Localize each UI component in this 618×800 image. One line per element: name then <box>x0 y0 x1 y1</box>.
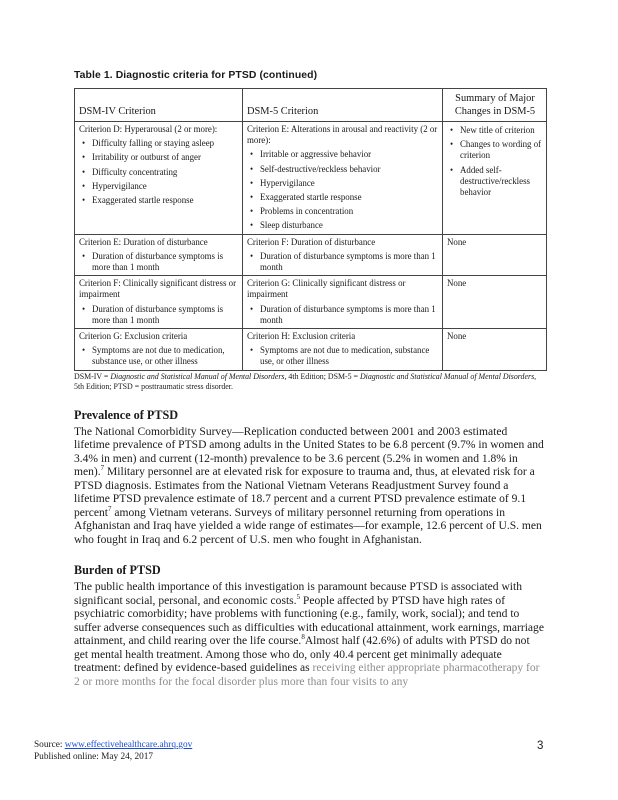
paragraph-text: Almost half (42.6%) of adults with PTSD do not get mental health treatment. Among those who do, only 40.4 percent get minimally adequate treatment: defined by evidence-based guidelines as <box>74 635 530 675</box>
symptom-list <box>79 345 239 367</box>
list-item: • Sleep disturbance <box>247 220 439 231</box>
paragraph-text: The public health importance of this investigation is paramount because PTSD is associated with significant social, personal, and economic costs. <box>74 581 522 607</box>
cell-dsm-iv <box>75 329 243 371</box>
cell-dsm-5 <box>243 329 443 371</box>
table-title: Table 1. Diagnostic criteria for PTSD (continued) <box>74 70 318 81</box>
table-row <box>75 234 547 276</box>
criterion-title: Criterion F: Clinically significant distress or impairment <box>79 278 237 300</box>
criteria-table <box>74 88 547 371</box>
list-item: • Duration of disturbance symptoms is more than 1 month <box>247 251 439 273</box>
paragraph-text: Military personnel are at elevated risk for exposure to trauma and, thus, at elevated risk for a PTSD diagnosis. Estimates from the National Vietnam Veterans Readjustment Survey found a lifetime PTSD prevalence estimate of 18.7 percent and a current PTSD prevalence estimate of 9.1 percent <box>74 466 535 519</box>
paragraph-text: People affected by PTSD have high rates of psychiatric comorbidity; have problems with functioning (e.g., family, work, social); and tend to suffer adverse consequences such as difficulties with educational attainment, work earnings, marriage attainment, and child rearing over the life course. <box>74 594 544 648</box>
footnote-text: , 5th Edition; PTSD = posttraumatic stress disorder. <box>74 371 537 391</box>
criterion-title: Criterion G: Clinically significant distress or impairment <box>247 278 406 300</box>
table-header-row <box>75 89 547 122</box>
criterion-title: Criterion D: Hyperarousal (2 or more): <box>79 124 218 134</box>
prevalence-paragraph <box>74 426 546 548</box>
criterion-title: Criterion G: Exclusion criteria <box>79 331 188 342</box>
cell-dsm-iv <box>75 122 243 235</box>
table-footnote <box>74 372 546 392</box>
change-list <box>447 125 543 198</box>
faded-paragraph-text: receiving either appropriate pharmacotherapy for 2 or more months for the focal disorder plus more than four visits to any <box>74 662 540 688</box>
list-item: • Hypervigilance <box>79 181 239 192</box>
prevalence-heading: Prevalence of PTSD <box>74 407 179 422</box>
citation-superscript: 7 <box>100 464 105 473</box>
cell-dsm-5 <box>243 276 443 329</box>
citation-superscript: 5 <box>296 592 301 601</box>
footnote-italic-title: Diagnostic and Statistical Manual of Mental Disorders <box>110 371 285 381</box>
list-item: • Hypervigilance <box>247 178 439 189</box>
symptom-list <box>79 304 239 326</box>
summary-text: None <box>447 331 467 342</box>
source-label: Source: <box>34 740 65 750</box>
cell-dsm-iv <box>75 276 243 329</box>
citation-superscript: 8 <box>301 633 305 642</box>
symptom-list <box>247 304 439 326</box>
header-summary: Summary of Major Changes in DSM-5 <box>443 89 547 122</box>
symptom-list <box>79 251 239 273</box>
published-date: Published online: May 24, 2017 <box>34 751 154 762</box>
page-content <box>74 70 546 689</box>
list-item: • Irritability or outburst of anger <box>79 152 239 163</box>
burden-paragraph <box>74 581 546 689</box>
symptom-list <box>79 138 239 206</box>
table-row <box>75 329 547 371</box>
list-item: • Duration of disturbance symptoms is more than 1 month <box>79 251 239 273</box>
criterion-title: Criterion E: Alterations in arousal and reactivity (2 or more): <box>247 124 438 146</box>
symptom-list <box>247 251 439 273</box>
list-item: • New title of criterion <box>447 125 543 136</box>
paragraph-text: among Vietnam veterans. Surveys of military personnel returning from operations in Afghanistan and Iraq have yielded a wide range of estimates—for example, 12.6 percent of U.S. men who fought in Iraq and 6.2 percent of U.S. men who fought in Afghanistan. <box>74 506 542 546</box>
list-item: • Irritable or aggressive behavior <box>247 149 439 160</box>
cell-summary <box>443 329 547 371</box>
table-row <box>75 122 547 235</box>
list-item: • Changes to wording of criterion <box>447 139 543 161</box>
cell-summary <box>443 276 547 329</box>
list-item: • Difficulty concentrating <box>79 167 239 178</box>
cell-dsm-5 <box>243 122 443 235</box>
criterion-title: Criterion F: Duration of disturbance <box>247 236 376 247</box>
list-item: • Difficulty falling or staying asleep <box>79 138 239 149</box>
list-item: • Self-destructive/reckless behavior <box>247 164 439 175</box>
page-number: 3 <box>537 740 544 752</box>
list-item: • Symptoms are not due to medication, substance use, or other illness <box>247 345 439 367</box>
list-item: • Duration of disturbance symptoms is more than 1 month <box>247 304 439 326</box>
footnote-text: DSM-IV = <box>74 371 111 381</box>
paragraph-text: The National Comorbidity Survey—Replication conducted between 2001 and 2003 estimated lifetime prevalence of PTSD among adults in the United States to be 6.8 percent (9.7% in women and 3.4% in men) and current (12-month) prevalence to be 3.6 percent (5.2% in women and 1.8% in men). <box>74 425 544 479</box>
symptom-list <box>247 345 439 367</box>
cell-summary <box>443 234 547 276</box>
list-item: • Exaggerated startle response <box>79 195 239 206</box>
summary-text: None <box>447 278 467 289</box>
source-line <box>34 740 554 752</box>
list-item: • Exaggerated startle response <box>247 192 439 203</box>
footnote-text: , 4th Edition; DSM-5 = <box>284 371 360 381</box>
criterion-title: Criterion E: Duration of disturbance <box>79 236 208 247</box>
list-item: • Problems in concentration <box>247 206 439 217</box>
burden-heading: Burden of PTSD <box>74 563 161 578</box>
symptom-list <box>247 149 439 231</box>
table-row <box>75 276 547 329</box>
cell-dsm-iv <box>75 234 243 276</box>
footnote-italic-title: Diagnostic and Statistical Manual of Mental Disorders <box>359 371 535 381</box>
header-dsm-iv: DSM-IV Criterion <box>75 89 243 122</box>
list-item: • Symptoms are not due to medication, substance use, or other illness <box>79 345 239 367</box>
criterion-title: Criterion H: Exclusion criteria <box>247 331 356 342</box>
header-dsm-5: DSM-5 Criterion <box>243 89 443 122</box>
source-link[interactable]: www.effectivehealthcare.ahrq.gov <box>64 740 193 750</box>
citation-superscript: 7 <box>107 504 112 513</box>
list-item: • Added self-destructive/reckless behavior <box>447 165 543 199</box>
page-footer <box>34 740 554 763</box>
list-item: • Duration of disturbance symptoms is more than 1 month <box>79 304 239 326</box>
cell-dsm-5 <box>243 234 443 276</box>
summary-text: None <box>447 236 467 247</box>
cell-summary <box>443 122 547 235</box>
